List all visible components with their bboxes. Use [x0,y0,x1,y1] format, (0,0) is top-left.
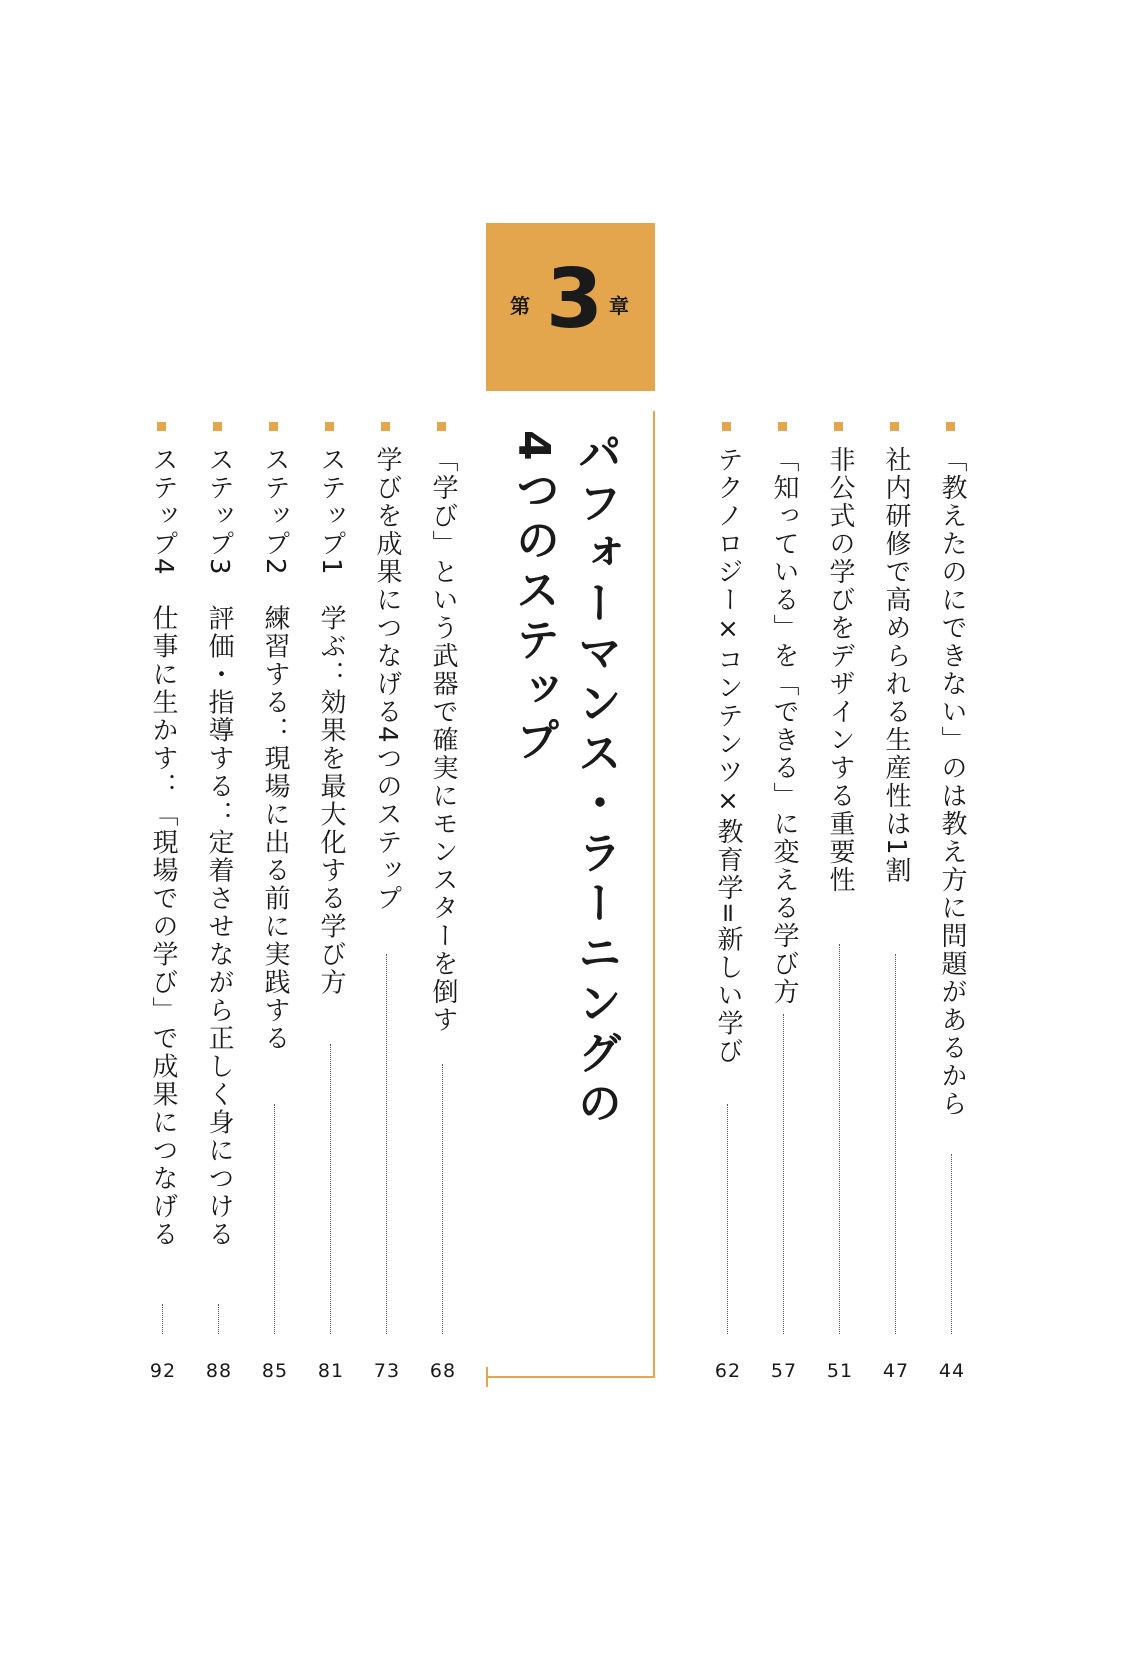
toc-entry-title: ステップ4 仕事に生かす：「現場での学び」で成果につなげる [148,446,178,1249]
toc-entry-page: 92 [149,1360,177,1382]
toc-entry-page: 81 [317,1360,345,1382]
toc-entry[interactable] [316,422,346,1382]
toc-entry-title: 社内研修で高められる生産性は1割 [881,446,911,885]
bullet-square-icon [778,422,787,431]
dot-leader [839,944,840,1334]
toc-entry-page: 47 [882,1360,910,1382]
chapter-title [502,430,626,1190]
toc-entry[interactable] [825,422,855,1382]
bullet-square-icon [381,422,390,431]
dot-leader [386,954,387,1334]
bracket-end-tick [486,1367,488,1387]
bullet-square-icon [213,422,222,431]
chapter-number-box [486,223,655,391]
toc-entry[interactable] [204,422,234,1382]
toc-entry[interactable] [260,422,290,1382]
toc-entry[interactable] [881,422,911,1382]
bullet-square-icon [437,422,446,431]
toc-entry-title: 非公式の学びをデザインする重要性 [825,446,855,894]
toc-entry-title: 「教えたのにできない」のは教え方に問題があるから [937,446,967,1118]
dot-leader [442,1064,443,1334]
dot-leader [895,954,896,1334]
dot-leader [274,1104,275,1334]
toc-entry[interactable] [148,422,178,1382]
toc-entry-page: 62 [714,1360,742,1382]
toc-entry[interactable] [769,422,799,1382]
chapter-title-line-1: パフォーマンス・ラーニングの [570,430,621,1130]
toc-entry-page: 57 [770,1360,798,1382]
toc-entry-title: 学びを成果につなげる4つのステップ [372,446,402,913]
bullet-square-icon [269,422,278,431]
toc-entry[interactable] [372,422,402,1382]
chapter-number: 3 [546,252,604,347]
bullet-square-icon [325,422,334,431]
toc-entry-title: ステップ1 学ぶ：効果を最大化する学び方 [316,446,346,997]
dot-leader [783,1014,784,1334]
toc-entry-title: ステップ3 評価・指導する：定着させながら正しく身につける [204,446,234,1249]
chapter-label-dai: 第 [510,294,530,318]
bullet-square-icon [722,422,731,431]
toc-entry-page: 44 [938,1360,966,1382]
toc-entry-page: 51 [826,1360,854,1382]
toc-entry-page: 88 [205,1360,233,1382]
chapter-title-line-2: 4つのステップ [508,430,559,767]
toc-entry-title: 「学び」という武器で確実にモンスターを倒す [428,446,458,1034]
toc-entry-page: 73 [373,1360,401,1382]
dot-leader [951,1154,952,1334]
dot-leader [727,1104,728,1334]
bullet-square-icon [157,422,166,431]
toc-entry[interactable] [428,422,458,1382]
bullet-square-icon [834,422,843,431]
toc-entry-title: ステップ2 練習する：現場に出る前に実践する [260,446,290,1053]
toc-entry[interactable] [713,422,743,1382]
dot-leader [330,1044,331,1334]
toc-entry-page: 68 [429,1360,457,1382]
bracket-vertical-line [653,411,655,1378]
dot-leader [218,1304,219,1334]
toc-entry-page: 85 [261,1360,289,1382]
dot-leader [162,1304,163,1334]
chapter-label-shou: 章 [609,294,629,318]
toc-entry-title: テクノロジー×コンテンツ×教育学=新しい学び [713,446,743,1066]
toc-entry-title: 「知っている」を「できる」に変える学び方 [769,446,799,1006]
bullet-square-icon [946,422,955,431]
toc-entry[interactable] [937,422,967,1382]
bracket-bottom-line [486,1376,655,1378]
bullet-square-icon [890,422,899,431]
